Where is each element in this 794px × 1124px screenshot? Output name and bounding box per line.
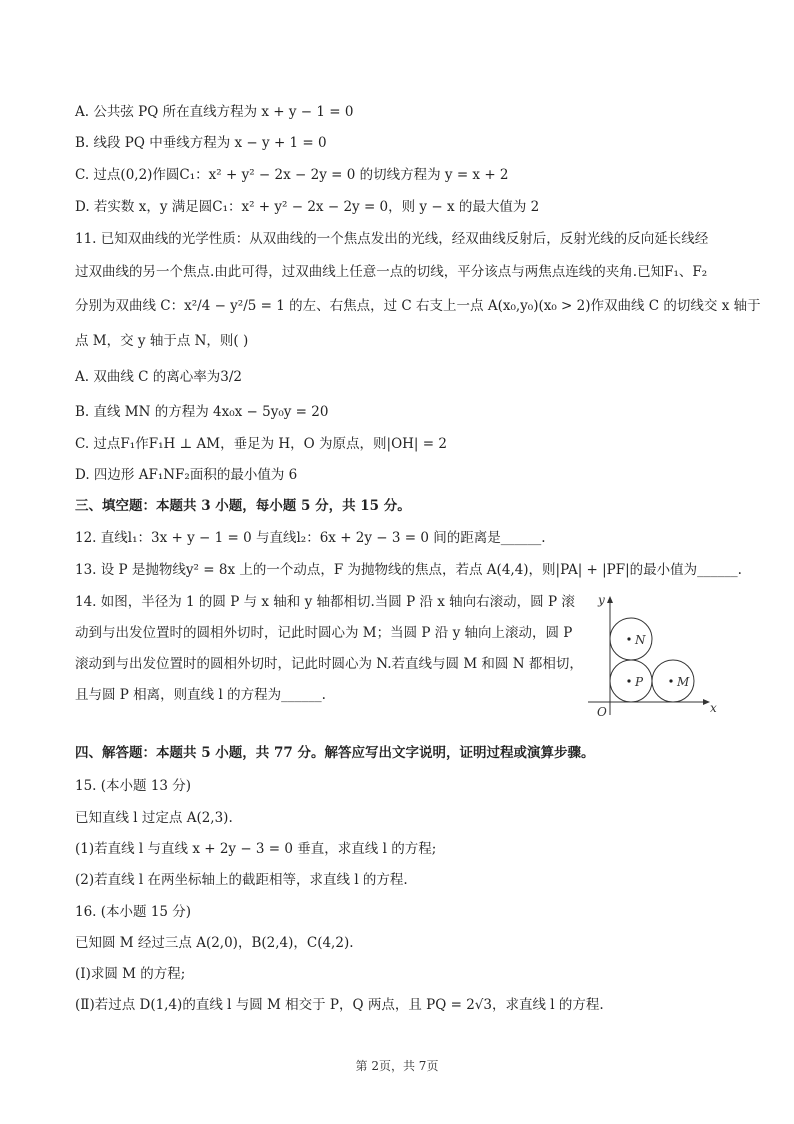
q10-option-c: C. 过点(0,2)作圆C₁：x² + y² − 2x − 2y = 0 的切线方程为 y = x + 2 bbox=[75, 167, 509, 183]
q15-heading: 15. (本小题 13 分) bbox=[75, 778, 192, 794]
q14-figure bbox=[584, 590, 724, 725]
circle-n bbox=[610, 618, 652, 660]
center-p-dot bbox=[627, 679, 630, 682]
q12: 12. 直线l₁：3x + y − 1 = 0 与直线l₂：6x + 2y − 3 = 0 间的距离是______. bbox=[75, 530, 546, 546]
q11-stem-line-3: 分别为双曲线 C：x²/4 − y²/5 = 1 的左、右焦点，过 C 右支上一点 A(x₀,y₀)(x₀ > 2)作双曲线 C 的切线交 x 轴于 bbox=[75, 298, 761, 314]
q16-part-2: (Ⅱ)若过点 D(1,4)的直线 l 与圆 M 相交于 P，Q 两点，且 PQ = 2√3，求直线 l 的方程. bbox=[75, 997, 604, 1013]
q15-part-1: (1)若直线 l 与直线 x + 2y − 3 = 0 垂直，求直线 l 的方程; bbox=[75, 841, 437, 857]
label-m: M bbox=[677, 675, 690, 689]
q14-line-2: 动到与出发位置时的圆相外切时，记此时圆心为 M；当圆 P 沿 y 轴向上滚动，圆 P bbox=[75, 625, 573, 641]
q10-option-a: A. 公共弦 PQ 所在直线方程为 x + y − 1 = 0 bbox=[75, 104, 354, 120]
q13: 13. 设 P 是抛物线y² = 8x 上的一个动点，F 为抛物线的焦点，若点 A(4,4)，则|PA| + |PF|的最小值为______. bbox=[75, 562, 742, 578]
q16-heading: 16. (本小题 15 分) bbox=[75, 904, 192, 920]
y-axis-label: y bbox=[598, 593, 605, 607]
q10-option-d: D. 若实数 x，y 满足圆C₁：x² + y² − 2x − 2y = 0，则 y − x 的最大值为 2 bbox=[75, 199, 540, 215]
circle-p bbox=[610, 660, 652, 702]
q16-part-1: (Ⅰ)求圆 M 的方程; bbox=[75, 966, 186, 982]
x-axis-label: x bbox=[710, 701, 717, 715]
label-p: P bbox=[635, 675, 644, 689]
origin-label: O bbox=[597, 705, 607, 719]
center-m-dot bbox=[669, 679, 672, 682]
q16-stem: 已知圆 M 经过三点 A(2,0)，B(2,4)，C(4,2). bbox=[75, 935, 354, 951]
q15-stem: 已知直线 l 过定点 A(2,3). bbox=[75, 810, 233, 826]
x-axis-arrow-icon bbox=[703, 699, 710, 705]
label-n: N bbox=[635, 633, 646, 647]
q14-line-4: 且与圆 P 相离，则直线 l 的方程为______. bbox=[75, 687, 326, 703]
q11-option-b: B. 直线 MN 的方程为 4x₀x − 5y₀y = 20 bbox=[75, 404, 329, 420]
q11-option-a: A. 双曲线 C 的离心率为3/2 bbox=[75, 369, 242, 385]
q11-option-c: C. 过点F₁作F₁H ⊥ AM，垂足为 H，O 为原点，则|OH| = 2 bbox=[75, 436, 447, 452]
y-axis-arrow-icon bbox=[607, 596, 613, 603]
section-3-heading: 三、填空题：本题共 3 小题，每小题 5 分，共 15 分。 bbox=[75, 498, 411, 514]
q11-option-d: D. 四边形 AF₁NF₂面积的最小值为 6 bbox=[75, 467, 298, 483]
page-footer: 第 2页，共 7页 bbox=[355, 1059, 439, 1073]
q11-stem-line-4: 点 M，交 y 轴于点 N，则( ) bbox=[75, 333, 249, 349]
q14-line-1: 14. 如图，半径为 1 的圆 P 与 x 轴和 y 轴都相切.当圆 P 沿 x 轴向右滚动，圆 P 滚 bbox=[75, 594, 575, 610]
q11-stem-line-1: 11. 已知双曲线的光学性质：从双曲线的一个焦点发出的光线，经双曲线反射后，反射光线的反向延长线经 bbox=[75, 231, 709, 247]
q15-part-2: (2)若直线 l 在两坐标轴上的截距相等，求直线 l 的方程. bbox=[75, 872, 408, 888]
q14-line-3: 滚动到与出发位置时的圆相外切时，记此时圆心为 N.若直线与圆 M 和圆 N 都相切， bbox=[75, 656, 583, 672]
q11-stem-line-2: 过双曲线的另一个焦点.由此可得，过双曲线上任意一点的切线，平分该点与两焦点连线的夹角.已知F₁、F₂ bbox=[75, 264, 708, 280]
section-4-heading: 四、解答题：本题共 5 小题，共 77 分。解答应写出文字说明，证明过程或演算步骤。 bbox=[75, 745, 595, 761]
q10-option-b: B. 线段 PQ 中垂线方程为 x − y + 1 = 0 bbox=[75, 135, 327, 151]
center-n-dot bbox=[627, 637, 630, 640]
